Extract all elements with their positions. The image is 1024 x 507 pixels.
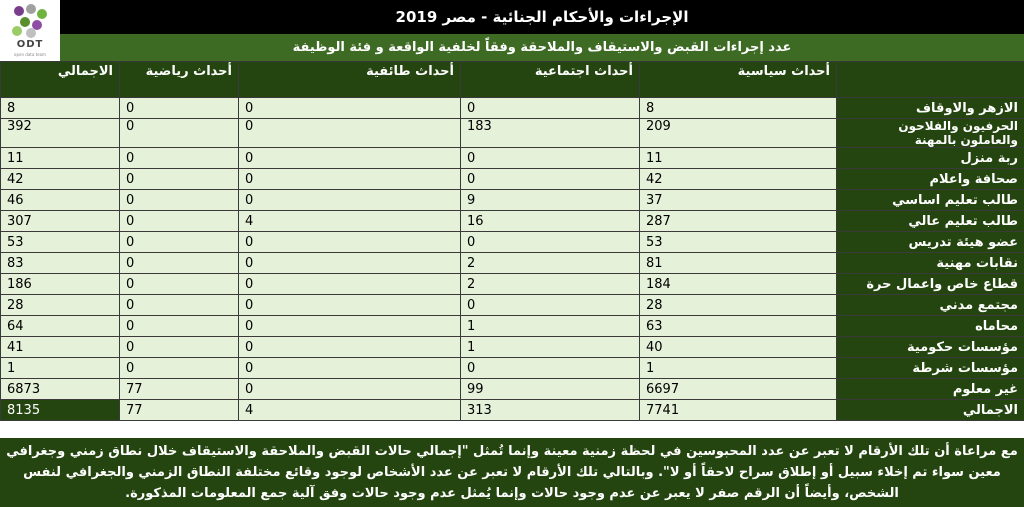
table-cell: 186: [1, 274, 120, 295]
column-header-political: أحداث سياسية: [640, 62, 837, 98]
table-cell: 392: [1, 119, 120, 148]
row-label: غير معلوم: [837, 379, 1024, 400]
table-cell: 0: [461, 98, 640, 119]
table-cell: 28: [640, 295, 837, 316]
row-label: طالب تعليم اساسي: [837, 190, 1024, 211]
table-cell: 0: [239, 337, 461, 358]
table-row: [1, 169, 1024, 190]
table-row: [1, 295, 1024, 316]
table-cell: 313: [461, 400, 640, 421]
logo-tagline: open data team: [14, 52, 46, 57]
table-cell: 9: [461, 190, 640, 211]
table-cell: 63: [640, 316, 837, 337]
table-subtitle: عدد إجراءات القبض والاستيقاف والملاحقة وفقاً لخلفية الواقعة و فئة الوظيفة: [60, 34, 1024, 61]
row-label: الازهر والاوقاف: [837, 98, 1024, 119]
table-cell: 0: [461, 358, 640, 379]
table-cell: 0: [120, 358, 239, 379]
table-cell: 0: [120, 98, 239, 119]
table-cell: 0: [239, 148, 461, 169]
table-cell: 11: [640, 148, 837, 169]
column-header-sectarian: أحداث طائفية: [239, 62, 461, 98]
table-cell: 8135: [1, 400, 120, 421]
table-total-row: [1, 400, 1024, 421]
row-label: عضو هيئة تدريس: [837, 232, 1024, 253]
table-row: [1, 119, 1024, 148]
table-cell: 4: [239, 400, 461, 421]
table-cell: 2: [461, 274, 640, 295]
table-cell: 7741: [640, 400, 837, 421]
table-cell: 8: [1, 98, 120, 119]
table-cell: 0: [120, 274, 239, 295]
column-header-total: الاجمالي: [1, 62, 120, 98]
row-label: صحافة واعلام: [837, 169, 1024, 190]
table-cell: 6873: [1, 379, 120, 400]
row-label: مجتمع مدني: [837, 295, 1024, 316]
table-header-row: [1, 62, 1024, 98]
table-cell: 0: [120, 295, 239, 316]
table-cell: 209: [640, 119, 837, 148]
row-label: نقابات مهنية: [837, 253, 1024, 274]
table-cell: 307: [1, 211, 120, 232]
table-cell: 0: [239, 253, 461, 274]
column-header-sports: أحداث رياضية: [120, 62, 239, 98]
table-cell: 0: [120, 253, 239, 274]
table-cell: 287: [640, 211, 837, 232]
table-cell: 0: [239, 119, 461, 148]
table-cell: 0: [120, 169, 239, 190]
data-table: [0, 61, 1024, 421]
table-cell: 2: [461, 253, 640, 274]
table-cell: 8: [640, 98, 837, 119]
odt-logo: [0, 0, 61, 62]
table-cell: 0: [239, 190, 461, 211]
row-label: مؤسسات شرطة: [837, 358, 1024, 379]
table-cell: 184: [640, 274, 837, 295]
row-label: مؤسسات حكومية: [837, 337, 1024, 358]
table-cell: 0: [239, 316, 461, 337]
table-cell: 0: [120, 119, 239, 148]
table-cell: 1: [640, 358, 837, 379]
table-cell: 0: [461, 295, 640, 316]
table-cell: 46: [1, 190, 120, 211]
table-row: [1, 379, 1024, 400]
table-cell: 37: [640, 190, 837, 211]
logo-dots-icon: [12, 4, 48, 38]
table-cell: 0: [239, 169, 461, 190]
table-cell: 77: [120, 400, 239, 421]
table-cell: 1: [1, 358, 120, 379]
table-row: [1, 190, 1024, 211]
table-cell: 0: [120, 211, 239, 232]
row-label: محاماه: [837, 316, 1024, 337]
table-cell: 28: [1, 295, 120, 316]
table-row: [1, 337, 1024, 358]
table-row: [1, 358, 1024, 379]
table-cell: 40: [640, 337, 837, 358]
table-cell: 11: [1, 148, 120, 169]
row-label: الاجمالي: [837, 400, 1024, 421]
table-cell: 0: [239, 232, 461, 253]
table-cell: 6697: [640, 379, 837, 400]
table-cell: 53: [1, 232, 120, 253]
table-cell: 99: [461, 379, 640, 400]
table-row: [1, 148, 1024, 169]
table-cell: 53: [640, 232, 837, 253]
table-cell: 64: [1, 316, 120, 337]
table-cell: 1: [461, 337, 640, 358]
table-cell: 183: [461, 119, 640, 148]
table-cell: 0: [120, 337, 239, 358]
table-cell: 42: [640, 169, 837, 190]
table-cell: 0: [461, 169, 640, 190]
table-cell: 0: [239, 274, 461, 295]
table-cell: 0: [120, 190, 239, 211]
row-label: طالب تعليم عالي: [837, 211, 1024, 232]
logo-text: ODT: [16, 39, 44, 50]
table-cell: 77: [120, 379, 239, 400]
table-cell: 83: [1, 253, 120, 274]
table-cell: 0: [461, 148, 640, 169]
table-cell: 0: [120, 148, 239, 169]
table-cell: 0: [120, 316, 239, 337]
column-header-category: [837, 62, 1024, 98]
row-label: قطاع خاص واعمال حرة: [837, 274, 1024, 295]
table-cell: 16: [461, 211, 640, 232]
table-cell: 0: [461, 232, 640, 253]
table-cell: 81: [640, 253, 837, 274]
table-row: [1, 274, 1024, 295]
table-cell: 1: [461, 316, 640, 337]
table-cell: 4: [239, 211, 461, 232]
footnote: مع مراعاة أن تلك الأرقام لا تعبر عن عدد المحبوسين في لحظة زمنية معينة وإنما تُمثل "إجمالي حالات القبض والملاحقة والاستيقاف خلال نطاق زمني وجغرافي معين سواء تم إخلاء سبيل أو إطلاق سراح لاحقاً أو لا". وبالتالي تلك الأرقام لا تعبر عن عدد الأشخاص لوجود وقائع مختلفة النطاق الزمني والجغرافي لنفس الشخص، وأيضاً أن الرقم صفر لا يعبر عن عدم وجود حالات وإنما يُمثل عدم وجود حالات وفق آلية جمع المعلومات المذكورة.: [0, 438, 1024, 507]
table-cell: 0: [239, 379, 461, 400]
row-label: الحرفيون والفلاحون والعاملون بالمهنة: [837, 119, 1024, 148]
table-cell: 0: [239, 98, 461, 119]
page-title: الإجراءات والأحكام الجنائية - مصر 2019: [60, 0, 1024, 34]
table-row: [1, 316, 1024, 337]
row-label: ربة منزل: [837, 148, 1024, 169]
table-row: [1, 211, 1024, 232]
table-cell: 0: [239, 358, 461, 379]
table-row: [1, 253, 1024, 274]
table-cell: 0: [239, 295, 461, 316]
table-row: [1, 232, 1024, 253]
table-cell: 0: [120, 232, 239, 253]
table-row: [1, 98, 1024, 119]
table-cell: 41: [1, 337, 120, 358]
column-header-social: أحداث اجتماعية: [461, 62, 640, 98]
table-cell: 42: [1, 169, 120, 190]
